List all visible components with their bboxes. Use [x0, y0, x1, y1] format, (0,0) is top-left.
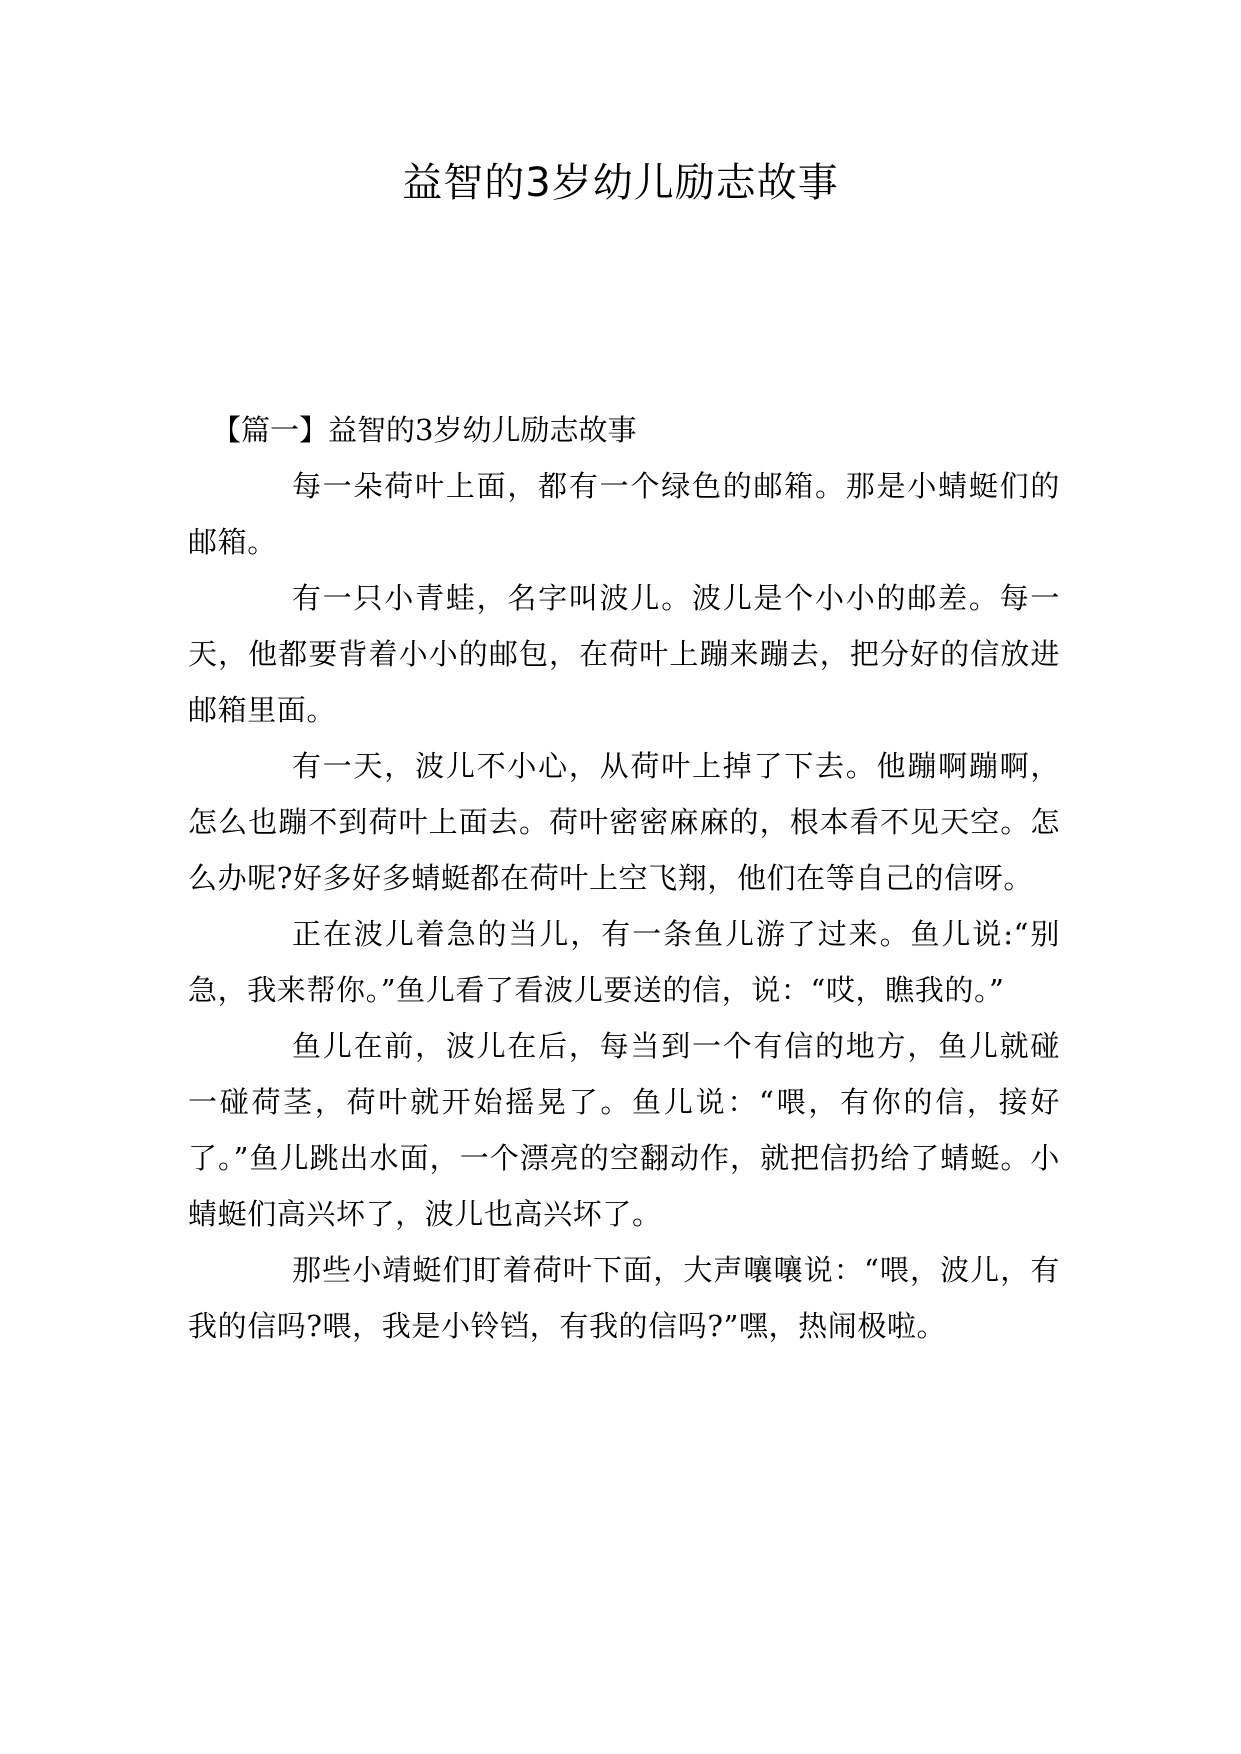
paragraph: 那些小靖蜓们盯着荷叶下面，大声嚷嚷说：“喂，波儿，有我的信吗?喂，我是小铃铛，有我的信吗?”嘿，热闹极啦。 — [188, 1253, 1060, 1343]
section-heading: 【篇一】益智的3岁幼儿励志故事 — [212, 413, 637, 447]
paragraph: 正在波儿着急的当儿，有一条鱼儿游了过来。鱼儿说:“别急，我来帮你。”鱼儿看了看波儿要送的信，说：“哎，瞧我的。” — [188, 917, 1060, 1007]
paragraph: 鱼儿在前，波儿在后，每当到一个有信的地方，鱼儿就碰一碰荷茎，荷叶就开始摇晃了。鱼儿说：“喂，有你的信，接好了。”鱼儿跳出水面，一个漂亮的空翻动作，就把信扔给了蜻蜓。小蜻蜓们高兴坏了，波儿也高兴坏了。 — [188, 1029, 1060, 1231]
paragraph: 有一天，波儿不小心，从荷叶上掉了下去。他蹦啊蹦啊，怎么也蹦不到荷叶上面去。荷叶密密麻麻的，根本看不见天空。怎么办呢?好多好多蜻蜓都在荷叶上空飞翔，他们在等自己的信呀。 — [188, 749, 1060, 895]
document-title: 益智的3岁幼儿励志故事 — [402, 160, 839, 206]
paragraph: 每一朵荷叶上面，都有一个绿色的邮箱。那是小蜻蜓们的邮箱。 — [188, 469, 1060, 559]
document-body — [188, 402, 1060, 1354]
paragraph: 有一只小青蛙，名字叫波儿。波儿是个小小的邮差。每一天，他都要背着小小的邮包，在荷叶上蹦来蹦去，把分好的信放进邮箱里面。 — [188, 581, 1060, 727]
